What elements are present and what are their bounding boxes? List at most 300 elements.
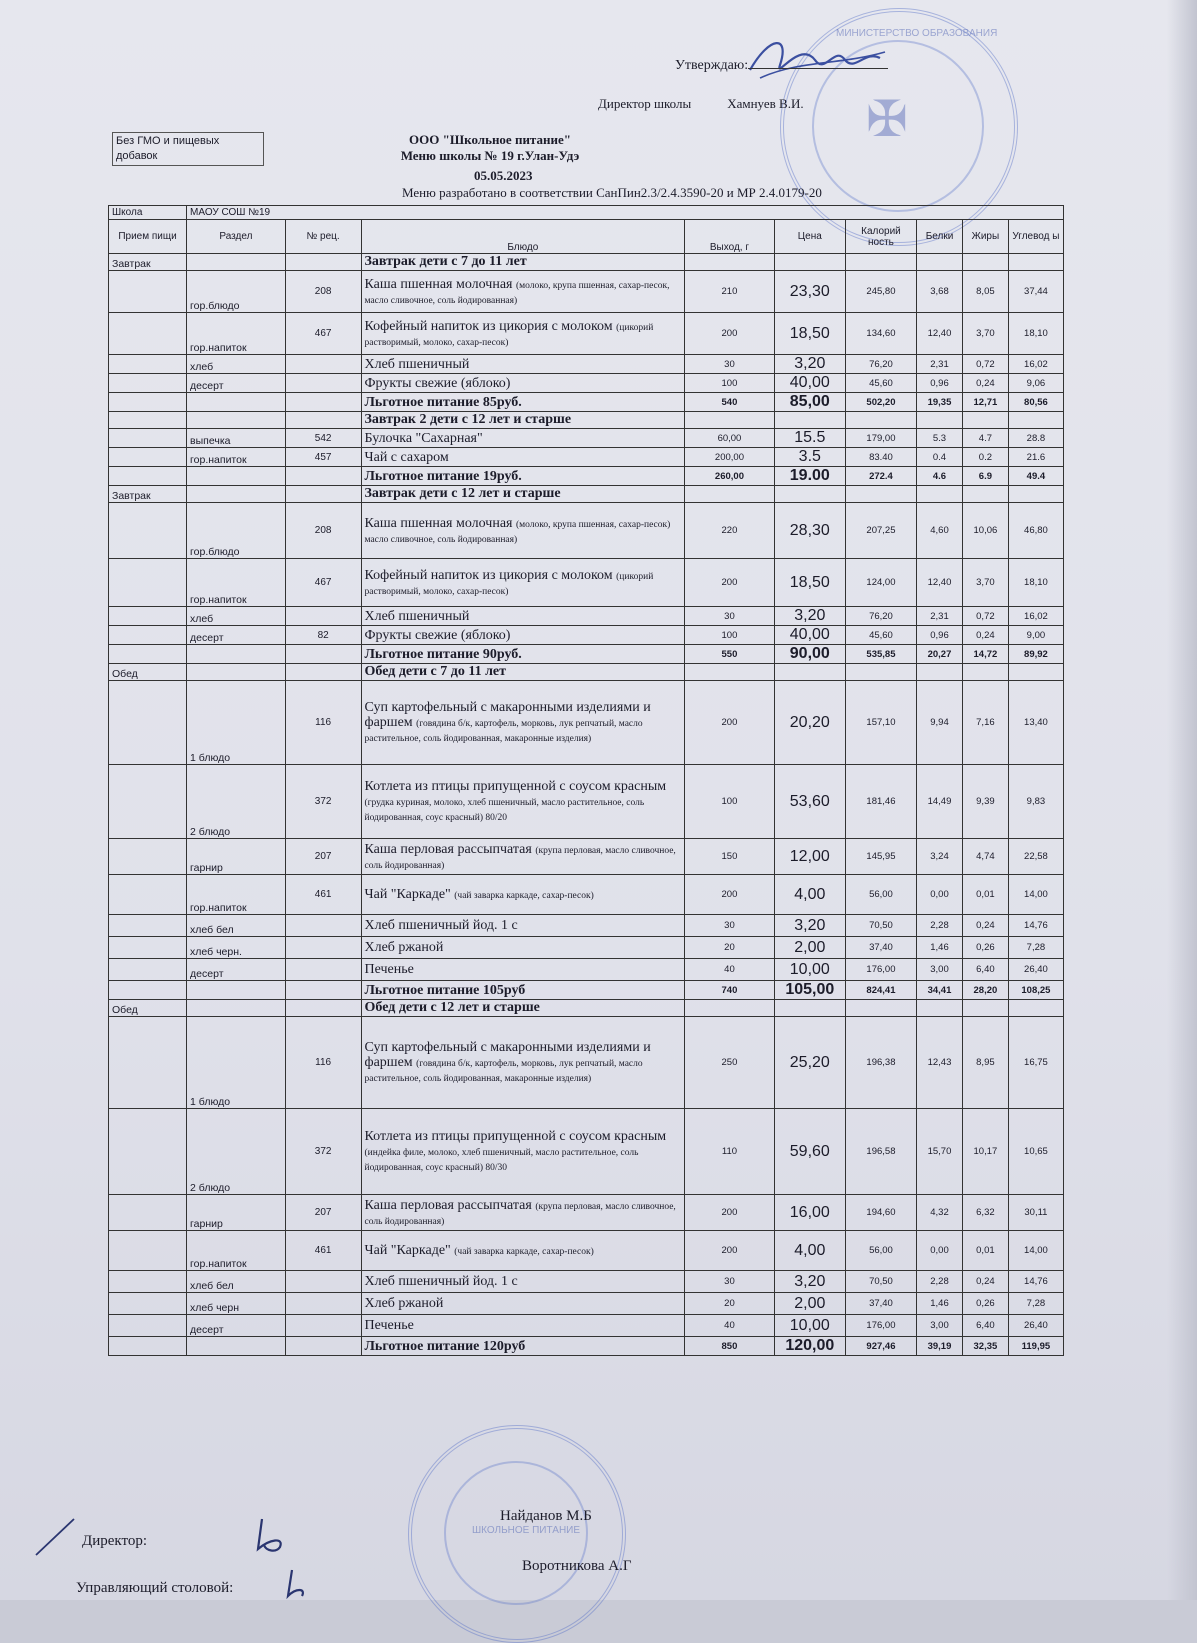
price-value: 15.5 xyxy=(774,429,845,448)
section-label: хлеб xyxy=(187,355,286,374)
carbs-value: 119,95 xyxy=(1008,1337,1063,1356)
ministry-stamp-text: МИНИСТЕРСТВО ОБРАЗОВАНИЯ xyxy=(836,28,998,39)
empty-cell xyxy=(845,1000,916,1017)
empty-cell xyxy=(774,1000,845,1017)
dish-row xyxy=(109,607,1064,626)
recipe-number xyxy=(285,937,361,959)
dish-row xyxy=(109,875,1064,915)
price-value: 2,00 xyxy=(774,937,845,959)
empty-cell xyxy=(917,1000,963,1017)
yield-value: 740 xyxy=(685,981,775,1000)
carbs-value: 14,00 xyxy=(1008,1231,1063,1271)
dish-composition: (цикорий растворимый, молоко, сахар-песок) xyxy=(364,571,654,597)
fat-value: 3,70 xyxy=(962,313,1008,355)
empty-cell xyxy=(685,664,775,681)
empty-cell xyxy=(845,412,916,429)
meal-heading: Обед дети с 7 до 11 лет xyxy=(361,664,685,681)
dish-row xyxy=(109,765,1064,839)
carbs-value: 16,02 xyxy=(1008,607,1063,626)
yield-value: 220 xyxy=(685,503,775,559)
recipe-number xyxy=(285,959,361,981)
meal-label: Завтрак xyxy=(109,254,187,271)
fat-value: 6.9 xyxy=(962,467,1008,486)
protein-value: 2,28 xyxy=(917,915,963,937)
col-dish: Блюдо xyxy=(361,220,685,254)
dish-name: Хлеб ржаной xyxy=(364,940,444,955)
protein-value: 4,32 xyxy=(917,1195,963,1231)
dish-composition: (говядина б/к, картофель, морковь, лук репчатый, масло растительное, соль йодированная, макаронные изделия) xyxy=(364,719,643,744)
section-label xyxy=(187,645,286,664)
fat-value: 0,72 xyxy=(962,607,1008,626)
price-value: 23,30 xyxy=(774,271,845,313)
recipe-number xyxy=(285,915,361,937)
dish-name: Фрукты свежие (яблоко) xyxy=(364,375,511,391)
dish-cell xyxy=(361,393,685,412)
carbs-value: 80,56 xyxy=(1008,393,1063,412)
kcal-value: 196,38 xyxy=(845,1017,916,1109)
recipe-cell xyxy=(285,254,361,271)
total-row xyxy=(109,467,1064,486)
director-title: Директор школы xyxy=(598,96,692,111)
dish-row xyxy=(109,681,1064,765)
col-carbs: Углевод ы xyxy=(1008,220,1063,254)
protein-value: 0,96 xyxy=(917,374,963,393)
empty-cell xyxy=(685,1000,775,1017)
footer-director-name: Найданов М.Б xyxy=(500,1508,592,1524)
col-meal: Прием пищи xyxy=(109,220,187,254)
section-cell xyxy=(187,254,286,271)
section-label: гарнир xyxy=(187,839,286,875)
fat-value: 0,01 xyxy=(962,1231,1008,1271)
recipe-number xyxy=(285,467,361,486)
recipe-number xyxy=(285,355,361,374)
carbs-value: 46,80 xyxy=(1008,503,1063,559)
carbs-value: 26,40 xyxy=(1008,959,1063,981)
kcal-value: 56,00 xyxy=(845,1231,916,1271)
dish-cell xyxy=(361,1337,685,1356)
kcal-value: 535,85 xyxy=(845,645,916,664)
price-value: 40,00 xyxy=(774,626,845,645)
price-value: 2,00 xyxy=(774,1293,845,1315)
recipe-number xyxy=(285,393,361,412)
meal-cell xyxy=(109,875,187,915)
price-value: 25,20 xyxy=(774,1017,845,1109)
dish-cell xyxy=(361,981,685,1000)
yield-value: 100 xyxy=(685,626,775,645)
total-row xyxy=(109,393,1064,412)
price-value: 19.00 xyxy=(774,467,845,486)
section-label: гор.блюдо xyxy=(187,271,286,313)
menu-table xyxy=(108,205,1064,1356)
dish-row xyxy=(109,355,1064,374)
section-label: гор.блюдо xyxy=(187,503,286,559)
fat-value: 6,32 xyxy=(962,1195,1008,1231)
school-label: Школа xyxy=(109,206,187,220)
dish-name: Суп картофельный с макаронными изделиями и фаршем xyxy=(364,1040,651,1070)
recipe-number: 207 xyxy=(285,1195,361,1231)
empty-cell xyxy=(774,664,845,681)
total-row xyxy=(109,1337,1064,1356)
meal-cell xyxy=(109,607,187,626)
section-label: 1 блюдо xyxy=(187,681,286,765)
carbs-value: 108,25 xyxy=(1008,981,1063,1000)
meal-label xyxy=(109,412,187,429)
dish-name: Хлеб пшеничный xyxy=(364,356,470,372)
carbs-value: 21.6 xyxy=(1008,448,1063,467)
recipe-number: 208 xyxy=(285,271,361,313)
dish-cell xyxy=(361,271,685,313)
dish-composition: (говядина б/к, картофель, морковь, лук репчатый, масло растительное, соль йодированная, макаронные изделия) xyxy=(364,1059,643,1084)
carbs-value: 14,76 xyxy=(1008,915,1063,937)
fat-value: 0,24 xyxy=(962,1271,1008,1293)
protein-value: 4,60 xyxy=(917,503,963,559)
price-value: 18,50 xyxy=(774,559,845,607)
kcal-value: 196,58 xyxy=(845,1109,916,1195)
company-stamp-text: ШКОЛЬНОЕ ПИТАНИЕ xyxy=(472,1525,581,1536)
recipe-number xyxy=(285,1271,361,1293)
recipe-number: 116 xyxy=(285,1017,361,1109)
dish-name: Чай "Каркаде" xyxy=(364,1243,451,1258)
dish-cell xyxy=(361,765,685,839)
kcal-value: 207,25 xyxy=(845,503,916,559)
protein-value: 9,94 xyxy=(917,681,963,765)
col-section: Раздел xyxy=(187,220,286,254)
carbs-value: 49.4 xyxy=(1008,467,1063,486)
section-cell xyxy=(187,664,286,681)
carbs-value: 16,02 xyxy=(1008,355,1063,374)
dish-row xyxy=(109,1315,1064,1337)
empty-cell xyxy=(917,486,963,503)
kcal-value: 70,50 xyxy=(845,1271,916,1293)
carbs-value: 16,75 xyxy=(1008,1017,1063,1109)
protein-value: 5.3 xyxy=(917,429,963,448)
dish-cell xyxy=(361,607,685,626)
yield-value: 250 xyxy=(685,1017,775,1109)
carbs-value: 7,28 xyxy=(1008,937,1063,959)
dish-row xyxy=(109,1271,1064,1293)
section-cell xyxy=(187,412,286,429)
protein-value: 2,31 xyxy=(917,607,963,626)
empty-cell xyxy=(845,486,916,503)
yield-value: 60,00 xyxy=(685,429,775,448)
recipe-number xyxy=(285,1315,361,1337)
kcal-value: 927,46 xyxy=(845,1337,916,1356)
meal-heading: Обед дети с 12 лет и старше xyxy=(361,1000,685,1017)
dish-name: Льготное питание 90руб. xyxy=(364,646,522,662)
fat-value: 3,70 xyxy=(962,559,1008,607)
price-value: 3,20 xyxy=(774,355,845,374)
recipe-number: 82 xyxy=(285,626,361,645)
carbs-value: 9,00 xyxy=(1008,626,1063,645)
no-gmo-note: Без ГМО и пищевых добавок xyxy=(112,132,264,166)
carbs-value: 14,76 xyxy=(1008,1271,1063,1293)
fat-value: 0,26 xyxy=(962,937,1008,959)
yield-value: 200 xyxy=(685,313,775,355)
section-label: хлеб xyxy=(187,607,286,626)
kcal-value: 145,95 xyxy=(845,839,916,875)
dish-name: Булочка "Сахарная" xyxy=(364,430,483,446)
recipe-number: 467 xyxy=(285,559,361,607)
yield-value: 550 xyxy=(685,645,775,664)
fat-value: 6,40 xyxy=(962,1315,1008,1337)
fat-value: 0,24 xyxy=(962,626,1008,645)
dish-composition: (крупа перловая, масло сливочное, соль йодированная) xyxy=(364,1201,676,1227)
carbs-value: 18,10 xyxy=(1008,313,1063,355)
yield-value: 110 xyxy=(685,1109,775,1195)
fat-value: 0,01 xyxy=(962,875,1008,915)
dish-name: Чай с сахаром xyxy=(364,449,449,465)
footer-manager-name: Воротникова А.Г xyxy=(522,1558,632,1574)
footer-manager-signature xyxy=(278,1568,318,1600)
price-value: 40,00 xyxy=(774,374,845,393)
yield-value: 200,00 xyxy=(685,448,775,467)
dish-name: Хлеб пшеничный йод. 1 с xyxy=(364,918,518,933)
fat-value: 4.7 xyxy=(962,429,1008,448)
kcal-value: 245,80 xyxy=(845,271,916,313)
kcal-value: 45,60 xyxy=(845,374,916,393)
section-label: десерт xyxy=(187,374,286,393)
kcal-value: 76,20 xyxy=(845,355,916,374)
section-label: гор.напиток xyxy=(187,448,286,467)
carbs-value: 13,40 xyxy=(1008,681,1063,765)
dish-name: Каша перловая рассыпчатая xyxy=(364,1197,532,1213)
dish-name: Хлеб ржаной xyxy=(364,1296,444,1311)
menu-title: Меню школы № 19 г.Улан-Удэ xyxy=(400,148,580,163)
carbs-value: 30,11 xyxy=(1008,1195,1063,1231)
recipe-number: 207 xyxy=(285,839,361,875)
meal-heading: Завтрак дети с 12 лет и старше xyxy=(361,486,685,503)
recipe-cell xyxy=(285,486,361,503)
price-value: 12,00 xyxy=(774,839,845,875)
section-label: десерт xyxy=(187,959,286,981)
yield-value: 200 xyxy=(685,559,775,607)
empty-cell xyxy=(774,486,845,503)
meal-cell xyxy=(109,448,187,467)
carbs-value: 89,92 xyxy=(1008,645,1063,664)
meal-cell xyxy=(109,937,187,959)
fat-value: 10,06 xyxy=(962,503,1008,559)
protein-value: 3,00 xyxy=(917,959,963,981)
empty-cell xyxy=(917,254,963,271)
empty-cell xyxy=(1008,254,1063,271)
carbs-value: 7,28 xyxy=(1008,1293,1063,1315)
meal-cell xyxy=(109,503,187,559)
empty-cell xyxy=(1008,412,1063,429)
yield-value: 20 xyxy=(685,1293,775,1315)
dish-composition: (молоко, крупа пшенная, сахар-песок) масло сливочное, соль йодированная) xyxy=(364,519,671,545)
dish-cell xyxy=(361,559,685,607)
empty-cell xyxy=(962,664,1008,681)
protein-value: 15,70 xyxy=(917,1109,963,1195)
meal-cell xyxy=(109,1337,187,1356)
price-value: 105,00 xyxy=(774,981,845,1000)
dish-cell xyxy=(361,626,685,645)
dish-row xyxy=(109,503,1064,559)
empty-cell xyxy=(962,254,1008,271)
recipe-cell xyxy=(285,664,361,681)
dish-composition: (молоко, крупа пшенная, сахар-песок, масло сливочное, соль йодированная) xyxy=(364,280,670,306)
section-cell xyxy=(187,486,286,503)
recipe-number: 208 xyxy=(285,503,361,559)
protein-value: 20,27 xyxy=(917,645,963,664)
protein-value: 1,46 xyxy=(917,1293,963,1315)
protein-value: 1,46 xyxy=(917,937,963,959)
section-label: 2 блюдо xyxy=(187,1109,286,1195)
fat-value: 14,72 xyxy=(962,645,1008,664)
col-kcal: Калорий ность xyxy=(845,220,916,254)
fat-value: 32,35 xyxy=(962,1337,1008,1356)
price-value: 3,20 xyxy=(774,1271,845,1293)
recipe-number xyxy=(285,981,361,1000)
protein-value: 3,24 xyxy=(917,839,963,875)
kcal-value: 181,46 xyxy=(845,765,916,839)
empty-cell xyxy=(845,254,916,271)
meal-cell xyxy=(109,374,187,393)
kcal-value: 134,60 xyxy=(845,313,916,355)
total-row xyxy=(109,981,1064,1000)
kcal-value: 194,60 xyxy=(845,1195,916,1231)
section-label: гор.напиток xyxy=(187,875,286,915)
recipe-number xyxy=(285,1337,361,1356)
company-stamp xyxy=(408,1425,626,1643)
dish-cell xyxy=(361,374,685,393)
kcal-value: 70,50 xyxy=(845,915,916,937)
dish-name: Льготное питание 85руб. xyxy=(364,394,522,410)
col-price: Цена xyxy=(774,220,845,254)
fat-value: 6,40 xyxy=(962,959,1008,981)
dish-name: Печенье xyxy=(364,1318,414,1333)
section-label: гор.напиток xyxy=(187,559,286,607)
meal-cell xyxy=(109,271,187,313)
kcal-value: 76,20 xyxy=(845,607,916,626)
dish-cell xyxy=(361,681,685,765)
dish-name: Льготное питание 105руб xyxy=(364,982,526,998)
carbs-value: 26,40 xyxy=(1008,1315,1063,1337)
carbs-value: 14,00 xyxy=(1008,875,1063,915)
kcal-value: 45,60 xyxy=(845,626,916,645)
meal-heading: Завтрак дети с 7 до 11 лет xyxy=(361,254,685,271)
dish-composition: (чай заварка каркаде, сахар-песок) xyxy=(454,1247,594,1257)
kcal-value: 176,00 xyxy=(845,1315,916,1337)
meal-label: Завтрак xyxy=(109,486,187,503)
fat-value: 0,72 xyxy=(962,355,1008,374)
fat-value: 0.2 xyxy=(962,448,1008,467)
recipe-number xyxy=(285,1293,361,1315)
empty-cell xyxy=(685,254,775,271)
director-line xyxy=(598,96,804,112)
carbs-value: 37,44 xyxy=(1008,271,1063,313)
fat-value: 8,95 xyxy=(962,1017,1008,1109)
protein-value: 4.6 xyxy=(917,467,963,486)
section-label: 1 блюдо xyxy=(187,1017,286,1109)
section-label: гор.напиток xyxy=(187,313,286,355)
col-protein: Белки xyxy=(917,220,963,254)
recipe-cell xyxy=(285,1000,361,1017)
protein-value: 34,41 xyxy=(917,981,963,1000)
price-value: 28,30 xyxy=(774,503,845,559)
recipe-number: 372 xyxy=(285,765,361,839)
dish-row xyxy=(109,429,1064,448)
meal-heading-row xyxy=(109,412,1064,429)
empty-cell xyxy=(1008,1000,1063,1017)
section-label xyxy=(187,393,286,412)
yield-value: 40 xyxy=(685,1315,775,1337)
dish-row xyxy=(109,1017,1064,1109)
meal-cell xyxy=(109,1195,187,1231)
recipe-number xyxy=(285,607,361,626)
section-label: хлеб черн xyxy=(187,1293,286,1315)
yield-value: 20 xyxy=(685,937,775,959)
meal-cell xyxy=(109,1271,187,1293)
kcal-value: 124,00 xyxy=(845,559,916,607)
price-value: 10,00 xyxy=(774,959,845,981)
yield-value: 40 xyxy=(685,959,775,981)
dish-row xyxy=(109,915,1064,937)
dish-cell xyxy=(361,1231,685,1271)
section-label: 2 блюдо xyxy=(187,765,286,839)
dish-cell xyxy=(361,937,685,959)
dish-name: Каша перловая рассыпчатая xyxy=(364,841,532,857)
dish-name: Суп картофельный с макаронными изделиями и фаршем xyxy=(364,700,651,730)
dish-row xyxy=(109,1109,1064,1195)
price-value: 85,00 xyxy=(774,393,845,412)
footer-manager-label: Управляющий столовой: xyxy=(76,1580,234,1596)
dish-cell xyxy=(361,1271,685,1293)
dish-cell xyxy=(361,645,685,664)
empty-cell xyxy=(1008,486,1063,503)
meal-cell xyxy=(109,355,187,374)
kcal-value: 176,00 xyxy=(845,959,916,981)
fat-value: 10,17 xyxy=(962,1109,1008,1195)
protein-value: 0.4 xyxy=(917,448,963,467)
empty-cell xyxy=(1008,664,1063,681)
dish-cell xyxy=(361,467,685,486)
meal-cell xyxy=(109,1315,187,1337)
dish-row xyxy=(109,559,1064,607)
price-value: 4,00 xyxy=(774,1231,845,1271)
dish-cell xyxy=(361,355,685,374)
meal-cell xyxy=(109,393,187,412)
recipe-number: 116 xyxy=(285,681,361,765)
dish-row xyxy=(109,626,1064,645)
yield-value: 200 xyxy=(685,1231,775,1271)
organization-name: ООО "Школьное питание" xyxy=(409,132,571,147)
carbs-value: 10,65 xyxy=(1008,1109,1063,1195)
fat-value: 8,05 xyxy=(962,271,1008,313)
kcal-value: 179,00 xyxy=(845,429,916,448)
empty-cell xyxy=(774,412,845,429)
meal-cell xyxy=(109,981,187,1000)
kcal-value: 157,10 xyxy=(845,681,916,765)
protein-value: 12,40 xyxy=(917,559,963,607)
yield-value: 200 xyxy=(685,681,775,765)
dish-row xyxy=(109,959,1064,981)
meal-label: Обед xyxy=(109,1000,187,1017)
meal-cell xyxy=(109,626,187,645)
meal-cell xyxy=(109,915,187,937)
meal-cell xyxy=(109,1017,187,1109)
dish-row xyxy=(109,1293,1064,1315)
col-recipe: № рец. xyxy=(285,220,361,254)
price-value: 53,60 xyxy=(774,765,845,839)
yield-value: 30 xyxy=(685,355,775,374)
yield-value: 200 xyxy=(685,1195,775,1231)
dish-row xyxy=(109,1231,1064,1271)
fat-value: 0,26 xyxy=(962,1293,1008,1315)
dish-cell xyxy=(361,1195,685,1231)
section-label: гарнир xyxy=(187,1195,286,1231)
yield-value: 30 xyxy=(685,607,775,626)
